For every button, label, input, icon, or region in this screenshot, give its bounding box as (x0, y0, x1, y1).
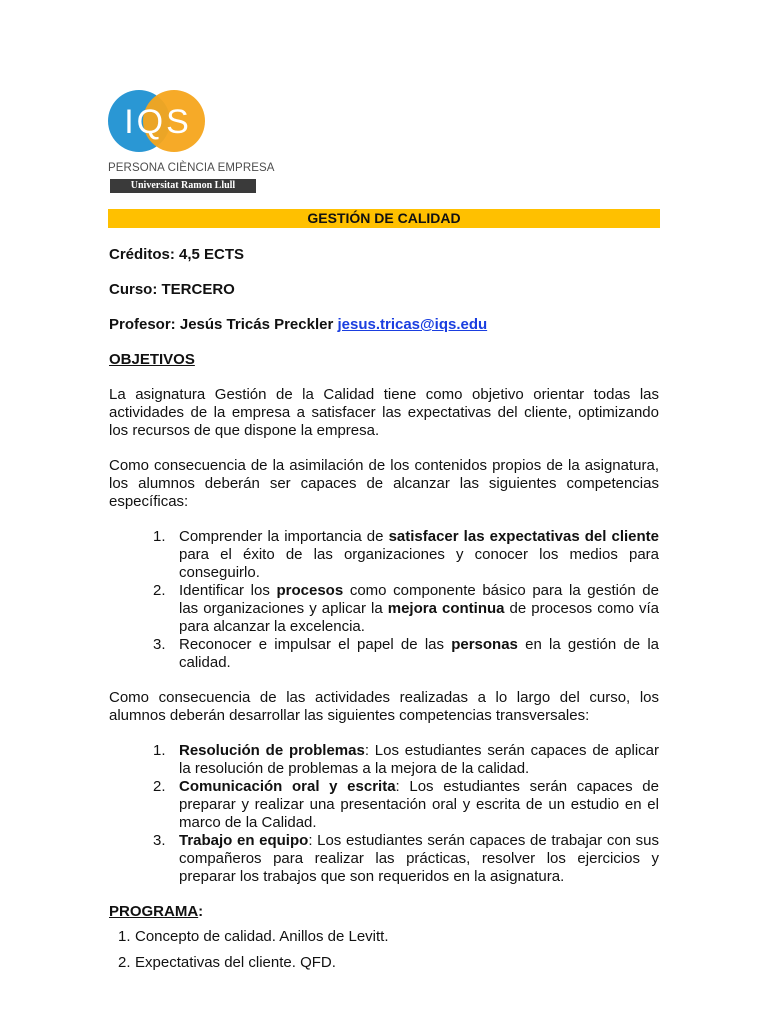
objectives-heading: OBJETIVOS (109, 351, 195, 368)
list-item: 3. Reconocer e impulsar el papel de las personas en la gestión de la calidad. (153, 636, 659, 671)
program-list (109, 928, 659, 972)
objectives-paragraph: La asignatura Gestión de la Calidad tiene como objetivo orientar todas las actividades de la empresa a satisfacer las expectativas del cliente, optimizando los recursos de que dispone la empresa. (109, 386, 659, 439)
professor: Profesor: Jesús Tricás Preckler (109, 316, 334, 333)
transversal-competences-intro: Como consecuencia de las actividades realizadas a lo largo del curso, los alumnos deberán desarrollar las siguientes competencias transversales: (109, 689, 659, 724)
list-item: 1. Comprender la importancia de satisfacer las expectativas del cliente para el éxito de las organizaciones y conocer los medios para conseguirlo. (153, 528, 660, 581)
iqs-logo-circles (108, 88, 260, 160)
course: Curso: TERCERO (109, 281, 235, 298)
program-heading-line: PROGRAMA: (109, 903, 204, 920)
course-title: GESTIÓN DE CALIDAD (108, 209, 660, 228)
list-item: 1. Concepto de calidad. Anillos de Levitt. (118, 928, 389, 945)
logo-text: IQS (124, 103, 192, 141)
university-bar: Universitat Ramon Llull (110, 179, 256, 193)
program-heading: PROGRAMA (109, 903, 199, 920)
logo-tagline: PERSONA CIÈNCIA EMPRESA (108, 162, 275, 174)
list-item: 2. Identificar los procesos como componente básico para la gestión de las organizaciones y aplicar la mejora continua de procesos como vía para alcanzar la excelencia. (153, 582, 659, 635)
specific-competences-intro: Como consecuencia de la asimilación de los contenidos propios de la asignatura, los alumnos deberán ser capaces de alcanzar las siguientes competencias específicas: (109, 457, 659, 510)
document-content (109, 240, 659, 972)
list-item: 1. Resolución de problemas: Los estudiantes serán capaces de aplicar la resolución de problemas a la mejora de la calidad. (153, 742, 660, 777)
professor-line (109, 316, 659, 334)
list-item: 2. Expectativas del cliente. QFD. (118, 954, 336, 971)
credits: Créditos: 4,5 ECTS (109, 246, 245, 263)
iqs-logo (108, 88, 275, 196)
transversal-competences-list (109, 742, 659, 886)
list-item: 2. Comunicación oral y escrita: Los estudiantes serán capaces de preparar y realizar una presentación oral y escrita de un estudio en el marco de la Calidad. (153, 778, 659, 831)
professor-email-link[interactable]: jesus.tricas@iqs.edu (337, 316, 488, 333)
list-item: 3. Trabajo en equipo: Los estudiantes serán capaces de trabajar con sus compañeros para realizar las prácticas, resolver los ejercicios y preparar los trabajos que son requeridos en la asignatura. (153, 832, 659, 885)
specific-competences-list (109, 528, 659, 672)
